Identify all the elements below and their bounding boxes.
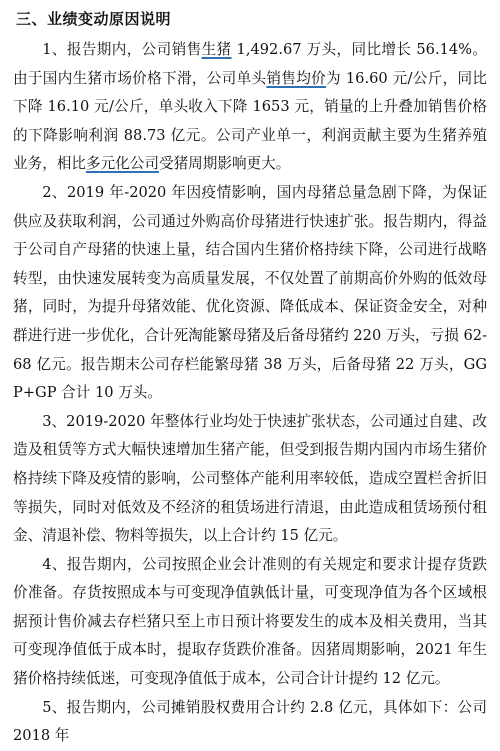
paragraph-3: 3、2019-2020 年整体行业均处于快速扩张状态，公司通过自建、改造及租赁等方式大幅快速增加生猪产能，但受到报告期内国内市场生猪价格持续下降及疫情的影响，公司整体产能利用率较低，造成空置栏舍折旧等损失，同时对低效及不经济的租赁场进行清退，由此造成租赁场预付租金、清退补偿、物料等损失，以上合计约 15 亿元。 <box>13 412 487 545</box>
paragraph-5: 5、报告期内，公司摊销股权费用合计约 2.8 亿元，具体如下：公司 2018 年 <box>13 698 487 745</box>
section-heading: 三、业绩变动原因说明 <box>16 10 172 28</box>
paragraph-2: 2、2019 年-2020 年因疫情影响，国内母猪总量急剧下降，为保证供应及获取利润，公司通过外购高价母猪进行快速扩张。报告期内，得益于公司自产母猪的快速上量，结合国内生猪价格持续下降，公司进行战略转型，由快速发展转变为高质量发展，不仅处置了前期高价外购的低效母猪，同时，为提升母猪效能、优化资源、降低成本、保证资金安全，对种群进行进一步优化，合计死淘能繁母猪及后备母猪约 220 万头，亏损 62-68 亿元。报告期末公司存栏能繁母猪 38 万头，后备母猪 22 万头，GGP+GP 合计 10 万头。 <box>13 183 487 402</box>
paragraph-4: 4、报告期内，公司按照企业会计准则的有关规定和要求计提存货跌价准备。存货按照成本与可变现净值孰低计量，可变现净值为各个区域根据预计售价减去存栏猪只至上市日预计将要发生的成本及相关费用，当其可变现净值低于成本时，提取存货跌价准备。因猪周期影响，2021 年生猪价格持续低迷，可变现净值低于成本，公司合计计提约 12 亿元。 <box>13 555 487 688</box>
paragraph-1 <box>13 36 487 179</box>
underlined-term-live-pigs: 生猪 <box>201 41 232 58</box>
p1-text-d: 受猪周期影响更大。 <box>158 155 291 173</box>
p1-text-b: 1,492.67 万头，同比增长 56.14%。由于国内生猪市场价格下滑，公司单头 <box>13 41 487 87</box>
p1-text-c: 为 16.60 元/公斤，同比下降 16.10 元/公斤，单头收入下降 1653 元，销量的上升叠加销售价格的下降影响利润 88.73 亿元。公司产业单一，利润贡献主要为生猪养殖业务，相比 <box>13 69 487 173</box>
underlined-term-avg-price: 销售均价 <box>266 69 327 87</box>
p1-text-a: 1、报告期内，公司销售 <box>42 41 202 58</box>
underlined-term-diversified: 多元化公司 <box>85 155 159 173</box>
